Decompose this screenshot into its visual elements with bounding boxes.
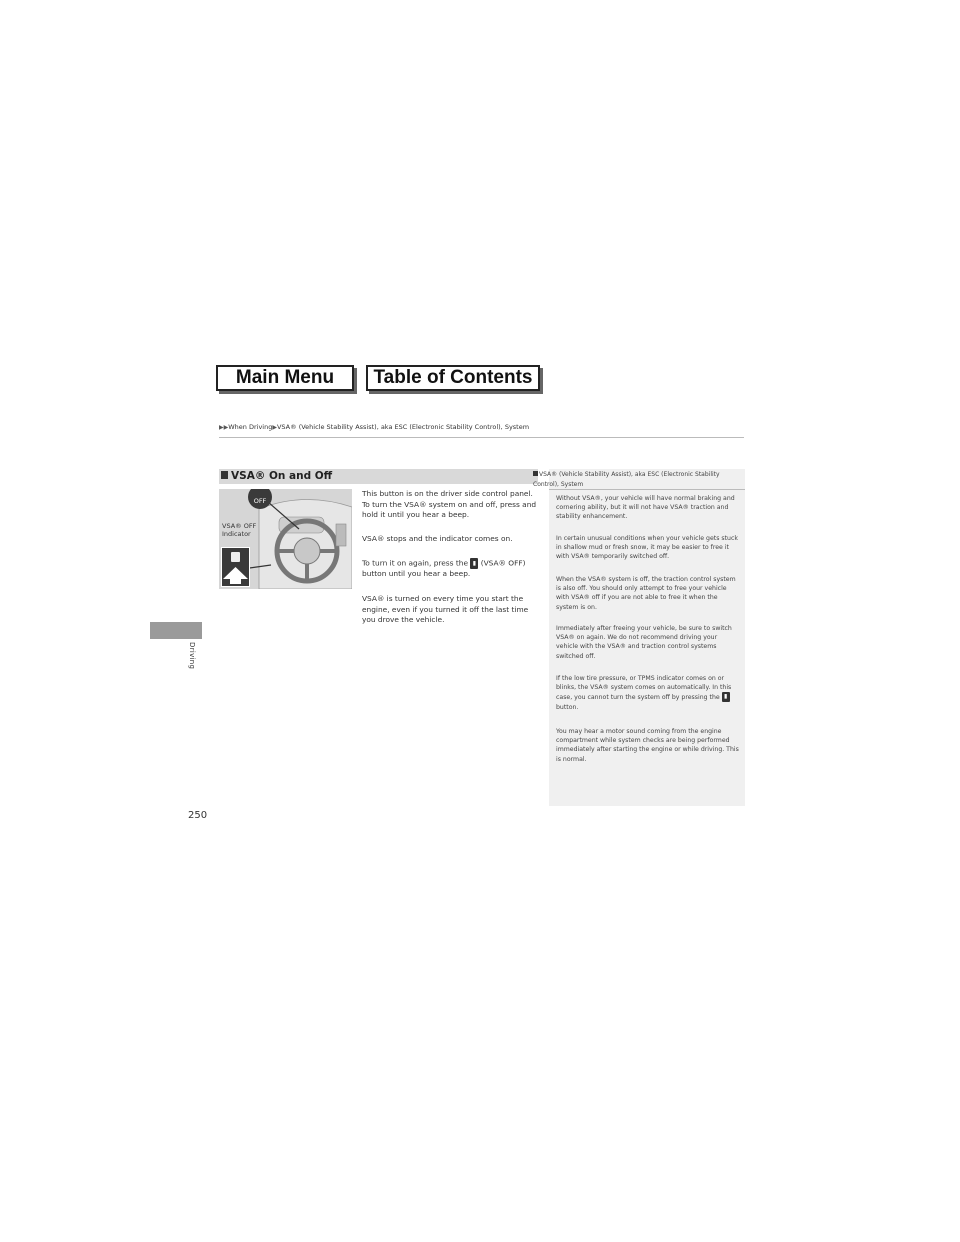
body-paragraph: VSA® stops and the indicator comes on. [362,534,513,543]
body-paragraph: VSA® is turned on every time you start the engine, even if you turned it off the last time you drove the vehicle. [362,594,529,624]
breadcrumb-item-vsa[interactable]: VSA® (Vehicle Stability Assist), aka ESC (Electronic Stability Control), System [276,423,530,431]
indicator-label: VSA® OFF Indicator [222,522,257,538]
dashboard-illustration [219,489,352,589]
indicator-badge-text: OFF [253,497,267,505]
sidebar-paragraph: You may hear a motor sound coming from the engine compartment while system checks are being performed immediately after starting the engine or while driving. This is normal. [556,728,739,763]
sidebar-paragraph: In certain unusual conditions when your vehicle gets stuck in shallow mud or fresh snow, it may be easier to free it with VSA® temporarily switched off. [556,535,738,561]
sidebar-paragraph: When the VSA® system is off, the traction control system is also off. You should only attempt to free your vehicle with VSA® off if you are not able to free it when the system is on. [556,576,736,611]
page-number: 250 [188,810,208,821]
sidebar-paragraph: Without VSA®, your vehicle will have normal braking and cornering ability, but it will not have VSA® traction and stability enhancement. [556,495,735,521]
section-square-icon [221,471,228,479]
table-of-contents-button[interactable]: Table of Contents [366,365,540,391]
breadcrumb-item-when-driving[interactable]: When Driving [228,423,273,431]
body-paragraph: This button is on the driver side control panel. To turn the VSA® system on and off, press and hold it until you hear a beep. [362,489,537,519]
sidebar-title: VSA® (Vehicle Stability Assist), aka ESC (Electronic Stability Control), System [533,471,720,488]
main-menu-button[interactable]: Main Menu [216,365,354,391]
note-marker-icon [533,471,538,476]
vsa-off-button-icon: ▮ [722,692,730,702]
breadcrumb-arrow-icon: ▶▶ [219,424,229,431]
sidebar-paragraph: If the low tire pressure, or TPMS indicator comes on or blinks, the VSA® system comes on automatically. In this case, you cannot turn the system off by pressing the ▮ button. [556,675,732,711]
chapter-tab-label: Driving [188,642,196,670]
press-arrow-icon [222,566,249,584]
section-title: VSA® On and Off [221,470,332,482]
body-paragraph: To turn it on again, press the ▮ (VSA® OFF) button until you hear a beep. [362,558,526,578]
sidebar-divider [549,489,745,490]
header-divider [219,437,744,438]
breadcrumb [219,423,529,431]
chapter-tab[interactable] [150,622,202,639]
vsa-off-button-icon: ▮ [470,558,478,569]
breadcrumb-arrow-icon: ▶ [272,424,277,431]
sidebar-paragraph: Immediately after freeing your vehicle, be sure to switch VSA® on again. We do not recommend driving your vehicle with the VSA® and traction control systems switched off. [556,625,732,660]
vsa-off-button-icon [221,547,250,587]
